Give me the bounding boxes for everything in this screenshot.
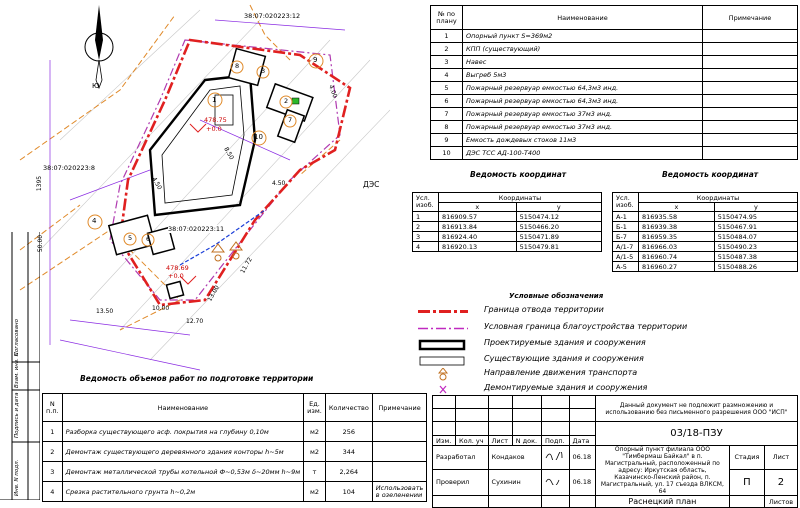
- stamp-col-sign: Подп.: [542, 436, 570, 446]
- works-table-cell: Демонтаж существующего деревянного здания конторы h~5м: [62, 442, 304, 462]
- elements-table-cell: Пожарный резервуар емкостью 64,3м3 инд.: [463, 95, 703, 108]
- works-table-cell: 3: [43, 462, 63, 482]
- coords-right-cell: А-1: [613, 212, 639, 222]
- stamp-block: [432, 395, 798, 508]
- coords-right-cell: 5150467.91: [714, 222, 797, 232]
- stamp-notice: Данный документ не подлежит размножению и использованию без письменного разрешения ООО "ИСП": [595, 396, 797, 422]
- works-header-qty: Количество: [325, 394, 372, 422]
- coords-left-header-coords: Координаты: [439, 193, 602, 203]
- works-table-cell: Срезка растительного грунта h~0,2м: [62, 482, 304, 502]
- works-table-cell: м2: [304, 422, 326, 442]
- legend-label: Направление движения транспорта: [484, 368, 638, 377]
- stamp-sheets-header: Листов: [764, 496, 797, 508]
- stamp-person-1: Кондаков: [488, 446, 541, 470]
- elements-table-cell: 3: [431, 56, 463, 69]
- coords-left-cell: 5150471.89: [516, 232, 601, 242]
- legend-item-existing: [418, 352, 644, 365]
- red-dashdot-line-icon: [418, 303, 468, 316]
- legend-item-projected: [418, 336, 646, 349]
- elements-table-row: [431, 134, 798, 147]
- elements-table-cell: Емкость дождевых стоков 11м3: [463, 134, 703, 147]
- dim-label-4: 4.50: [272, 180, 286, 187]
- elements-table-cell: 5: [431, 82, 463, 95]
- works-table-cell: Разборка существующего асф. покрытия на глубину 0,10м: [62, 422, 304, 442]
- stamp-col-count: Кол. уч: [455, 436, 488, 446]
- legend-label: Демонтируемые здания и сооружения: [484, 383, 648, 392]
- works-table-row: [43, 462, 427, 482]
- dim-label-8: 13.00: [206, 284, 221, 303]
- stamp-object: Опорный пункт филиала ООО "Тимбермаш Байкал" в п. Магистральный, расположенный по адресу: Иркутская область, Казачинско-Ленский район, п. Магистральный, ул. 17 съезда ВЛКСМ, 64: [595, 446, 729, 496]
- coords-right-cell: А/1-7: [613, 242, 639, 252]
- coords-left-row: [413, 222, 602, 232]
- elements-table-cell: 6: [431, 95, 463, 108]
- works-table-cell: [372, 422, 427, 442]
- legend-label: Существующие здания и сооружения: [484, 354, 644, 363]
- works-table-cell: Демонтаж металлической трубы котельной Ф~0,53м δ~20мм h~9м: [62, 462, 304, 482]
- legend-item-improvement: [418, 320, 687, 333]
- elements-table: [430, 5, 798, 160]
- works-table-cell: 2,264: [325, 462, 372, 482]
- elements-table-cell: [703, 56, 798, 69]
- dim-label-6: 4.50: [150, 175, 164, 192]
- plan-number-6: 6: [146, 235, 151, 243]
- coords-right-header-y: y: [714, 203, 797, 212]
- coords-left-row: [413, 242, 602, 252]
- elements-table-row: [431, 121, 798, 134]
- elements-table-cell: 2: [431, 43, 463, 56]
- elements-table-cell: 7: [431, 108, 463, 121]
- works-table-cell: 1: [43, 422, 63, 442]
- coords-right-header-x: x: [639, 203, 715, 212]
- dim-label-11: 4.00: [327, 84, 339, 99]
- elevation-label-2: 478.69: [166, 264, 189, 272]
- works-table-cell: м2: [304, 442, 326, 462]
- coords-right-cell: 5150487.38: [714, 252, 797, 262]
- coords-right-row: [613, 252, 798, 262]
- transport-direction-icon: [418, 366, 468, 379]
- coords-right-cell: 5150484.07: [714, 232, 797, 242]
- elements-table-cell: [703, 69, 798, 82]
- coords-right-cell: Б-7: [613, 232, 639, 242]
- legend-label: Условная граница благоустройства территории: [484, 322, 688, 331]
- works-title: Ведомость объемов работ по подготовке территории: [80, 374, 314, 383]
- works-table-row: [43, 422, 427, 442]
- coords-right-cell: 816935.58: [639, 212, 715, 222]
- elements-table-cell: Пожарный резервуар емкостью 37м3 инд.: [463, 121, 703, 134]
- elevation-zero: +0.0: [206, 125, 222, 133]
- coords-left-cell: 3: [413, 232, 439, 242]
- works-table-cell: 344: [325, 442, 372, 462]
- works-table-cell: 104: [325, 482, 372, 502]
- plan-number-4: 4: [92, 217, 97, 225]
- coords-right-cell: Б-1: [613, 222, 639, 232]
- coords-right-cell: 816939.38: [639, 222, 715, 232]
- stamp-stage: П: [729, 469, 764, 495]
- legend-label: Граница отвода территории: [484, 305, 604, 314]
- coords-left-row: [413, 232, 602, 242]
- dim-label-2: 50.00: [37, 234, 45, 253]
- works-table-cell: м2: [304, 482, 326, 502]
- works-table-cell: 256: [325, 422, 372, 442]
- elevation-label: 478.75: [204, 116, 227, 124]
- elements-table-cell: [703, 95, 798, 108]
- works-table-cell: 4: [43, 482, 63, 502]
- existing-building-icon: [418, 352, 468, 365]
- elements-table-cell: [703, 147, 798, 160]
- plan-number-3: 3: [261, 67, 266, 75]
- elements-table-row: [431, 95, 798, 108]
- elements-header-name: Наименование: [463, 6, 703, 30]
- coords-right-cell: А-5: [613, 262, 639, 272]
- plan-number-9: 9: [313, 56, 318, 64]
- coords-left-header-y: y: [516, 203, 601, 212]
- elements-table-cell: Пожарный резервуар емкостью 64,3м3 инд.: [463, 82, 703, 95]
- elevation-zero-2: +0.0: [168, 272, 184, 280]
- stamp-role-1: Разработал: [433, 446, 489, 470]
- dim-label-5: 8.50: [222, 145, 236, 162]
- works-body: [43, 422, 427, 502]
- legend-label: Проектируемые здания и сооружения: [484, 338, 646, 347]
- dim-label-9: 10.00: [152, 305, 170, 312]
- works-header-num: N п.п.: [43, 394, 63, 422]
- elements-table-cell: [703, 134, 798, 147]
- site-plan-drawing: [0, 0, 400, 385]
- side-strip: [0, 232, 40, 500]
- stamp-col-change: Изм.: [433, 436, 456, 446]
- signature-2: [542, 469, 570, 495]
- works-table: [42, 393, 427, 502]
- coords-right-cell: 816959.35: [639, 232, 715, 242]
- elements-table-cell: [703, 43, 798, 56]
- elements-table-cell: Выгреб 5м3: [463, 69, 703, 82]
- coords-right-cell: 5150488.26: [714, 262, 797, 272]
- projected-building-icon: [418, 336, 468, 349]
- coords-right-cell: А/1-5: [613, 252, 639, 262]
- dim-label-10: 12.70: [186, 318, 204, 325]
- coords-left-cell: 5150466.20: [516, 222, 601, 232]
- stamp-col-date: Дата: [569, 436, 595, 446]
- legend-item-demolish: [418, 381, 647, 394]
- north-arrow-icon: [85, 5, 113, 88]
- works-table-cell: [372, 442, 427, 462]
- coords-left-cell: 816920.13: [439, 242, 517, 252]
- stamp-role-2: Проверил: [433, 469, 489, 495]
- legend-title: Условные обозначения: [509, 292, 604, 300]
- north-label: Ю: [92, 82, 100, 90]
- elements-table-cell: 8: [431, 121, 463, 134]
- coords-right-cell: 816960.74: [639, 252, 715, 262]
- works-table-row: [43, 442, 427, 462]
- stamp-person-2: Сухинин: [488, 469, 541, 495]
- works-header-name: Наименование: [62, 394, 304, 422]
- coords-left-cell: 4: [413, 242, 439, 252]
- cadastral-label-2: 38:07:020223:8: [43, 164, 96, 172]
- plan-number-2: 2: [284, 97, 289, 105]
- elements-table-cell: 10: [431, 147, 463, 160]
- elements-header-num: № по плану: [431, 6, 463, 30]
- purple-dashdot-line-icon: [418, 320, 468, 333]
- elements-table-cell: [703, 30, 798, 43]
- side-label-replace: Взам. инв. N: [14, 352, 20, 388]
- elements-table-cell: КПП (существующий): [463, 43, 703, 56]
- elements-table-row: [431, 147, 798, 160]
- elements-table-cell: Опорный пункт S=369м2: [463, 30, 703, 43]
- elements-table-cell: Пожарный резервуар емкостью 37м3 инд.: [463, 108, 703, 121]
- legend-item-transport: [418, 366, 637, 379]
- signature-1: [542, 446, 570, 470]
- elements-body: [431, 30, 798, 160]
- elements-table-row: [431, 30, 798, 43]
- elements-header-note: Примечание: [703, 6, 798, 30]
- coords-left-header-x: x: [439, 203, 517, 212]
- elements-table-row: [431, 56, 798, 69]
- plan-number-5: 5: [128, 234, 133, 242]
- elements-table-cell: ДЭС ТСС АД-100-Т400: [463, 147, 703, 160]
- plan-number-1: 1: [212, 96, 217, 104]
- dim-label-1: 1395: [36, 175, 44, 192]
- side-label-agreed: Согласовано: [14, 319, 20, 356]
- des-label: ДЭС: [363, 180, 380, 189]
- stamp-col-sheet: Лист: [488, 436, 512, 446]
- coords-right-row: [613, 212, 798, 222]
- stamp-bottom-title: Раснецкий план: [595, 496, 729, 508]
- stamp-date-1: 06.18: [569, 446, 595, 470]
- coords-right-cell: 5150490.23: [714, 242, 797, 252]
- elements-table-cell: [703, 121, 798, 134]
- stamp-sheet-header: Лист: [764, 446, 797, 470]
- works-header-note: Примечание: [372, 394, 427, 422]
- elements-table-cell: 9: [431, 134, 463, 147]
- plan-number-7: 7: [288, 116, 293, 124]
- elements-table-row: [431, 82, 798, 95]
- dim-label-3: 13.50: [96, 308, 114, 315]
- elements-table-cell: 4: [431, 69, 463, 82]
- coords-left-header-sym: Усл. изоб.: [413, 193, 439, 212]
- side-label-sign: Подпись и дата: [14, 392, 20, 438]
- legend-item-allotment: [418, 303, 604, 316]
- stamp-date-2: 06.18: [569, 469, 595, 495]
- elements-table-row: [431, 69, 798, 82]
- coords-left-cell: 1: [413, 212, 439, 222]
- plan-number-8: 8: [235, 62, 240, 70]
- coords-right-header-sym: Усл. изоб.: [613, 193, 639, 212]
- coords-left-table: [412, 192, 602, 252]
- coords-right-cell: 816966.03: [639, 242, 715, 252]
- works-table-cell: 2: [43, 442, 63, 462]
- stamp-code: 03/18-ПЗУ: [595, 422, 797, 446]
- coords-right-header-coords: Координаты: [639, 193, 798, 203]
- stamp-stage-header: Стадия: [729, 446, 764, 470]
- cadastral-label-3: 38:07:020223:11: [168, 225, 225, 233]
- coords-right-row: [613, 232, 798, 242]
- plan-number-10: 10: [254, 133, 263, 141]
- elements-table-row: [431, 43, 798, 56]
- coords-left-title: Ведомость координат: [470, 170, 567, 179]
- coords-left-cell: 2: [413, 222, 439, 232]
- coords-right-row: [613, 242, 798, 252]
- works-table-cell: Использовать в озеленении: [372, 482, 427, 502]
- elements-table-cell: [703, 82, 798, 95]
- coords-right-table: [612, 192, 798, 272]
- coords-left-cell: 816924.40: [439, 232, 517, 242]
- works-table-cell: т: [304, 462, 326, 482]
- coords-right-body: [613, 212, 798, 272]
- coords-right-row: [613, 222, 798, 232]
- coords-left-cell: 5150474.12: [516, 212, 601, 222]
- works-header-unit: Ед. изм.: [304, 394, 326, 422]
- coords-right-cell: 816960.27: [639, 262, 715, 272]
- coords-left-cell: 816909.57: [439, 212, 517, 222]
- elements-table-cell: Навес: [463, 56, 703, 69]
- side-label-inv: Инв. N подл.: [14, 459, 20, 496]
- coords-left-cell: 5150479.81: [516, 242, 601, 252]
- dim-label-7: 11.72: [239, 256, 254, 275]
- coords-left-cell: 816913.84: [439, 222, 517, 232]
- works-table-cell: [372, 462, 427, 482]
- elements-table-cell: [703, 108, 798, 121]
- stamp-sheet: 2: [764, 469, 797, 495]
- cadastral-label-1: 38:07:020223:12: [244, 12, 301, 20]
- coords-left-row: [413, 212, 602, 222]
- coords-right-row: [613, 262, 798, 272]
- coords-right-cell: 5150474.95: [714, 212, 797, 222]
- coords-right-title: Ведомость координат: [662, 170, 759, 179]
- works-table-row: [43, 482, 427, 502]
- stamp-col-doc: N док.: [512, 436, 541, 446]
- coords-left-body: [413, 212, 602, 252]
- elements-table-cell: 1: [431, 30, 463, 43]
- elements-table-row: [431, 108, 798, 121]
